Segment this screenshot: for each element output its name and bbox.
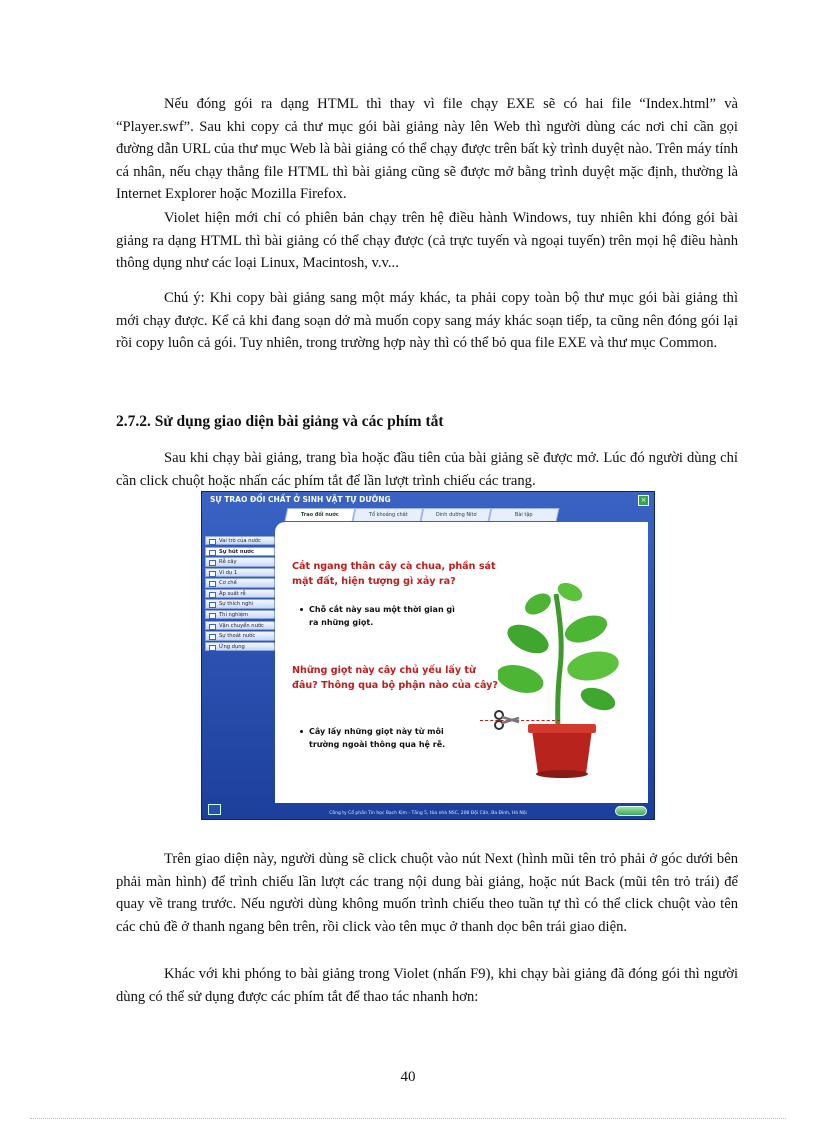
paragraph-shortcuts: Khác với khi phóng to bài giảng trong Violet (nhấn F9), khi chạy bài giảng đã đóng gói thì người dùng có thể sử dụng được các phím tắt để thao tác nhanh hơn: [116,966,738,1005]
menu-item[interactable]: Áp suất rễ [205,589,275,598]
bullet-icon [300,730,303,733]
paragraph-copy-note: Chú ý: Khi copy bài giảng sang một máy khác, ta phải copy toàn bộ thư mục gói bài giảng thì mới chạy được. Kể cả khi đang soạn dở mà muốn copy sang máy khác soạn tiếp, ta cũng nên đóng gói lại rồi copy luôn cả gói. Tuy nhiên, trong trường hợp này thì có thể bỏ qua file EXE và thư mục Common. [116,290,738,352]
tab-bai-tap[interactable]: Bài tập [489,508,560,521]
footer-divider [30,1118,786,1119]
menu-item[interactable]: Ứng dụng [205,642,275,651]
paragraph-violet-platforms: Violet hiện mới chỉ có phiên bản chạy trên hệ điều hành Windows, tuy nhiên khi đóng gói bài giảng ra dạng HTML thì bài giảng có thể chạy được (cả trực tuyến và ngoại tuyến) trên mọi hệ điều hành thông dụng như các loại Linux, Macintosh, v.v... [116,210,738,272]
menu-item[interactable]: Cơ chế [205,578,275,587]
paragraph-navigation: Trên giao diện này, người dùng sẽ click chuột vào nút Next (hình mũi tên trỏ phải ở góc dưới bên phải màn hình) để trình chiếu lần lượt các trang nội dung bài giảng, hoặc nút Back (mũi tên trỏ trái) để quay về trang trước. Nếu người dùng không muốn trình chiếu theo tuần tự thì có thể click chuột vào tên các chủ đề ở thanh ngang bên trên, rồi click vào tên mục ở thanh dọc bên trái giao diện. [116,851,738,935]
menu-item[interactable]: Sự hút nước [205,547,275,556]
scissors-icon [494,710,520,730]
status-bar: Công ty Cổ phần Tin học Bạch Kim - Tầng 5, tòa nhà NSC, 208 Đội Cấn, Ba Đình, Hà Nội [329,811,527,816]
plant-illustration [498,574,628,780]
tab-dinh-duong-nito[interactable]: Dinh dưỡng Nitơ [421,508,492,521]
paragraph-run-lesson: Sau khi chạy bài giảng, trang bìa hoặc đầu tiên của bài giảng sẽ được mở. Lúc đó người dùng chỉ cần click chuột hoặc nhấn các phím tắt để lần lượt trình chiếu các trang. [116,450,738,489]
page-number: 40 [400,1069,416,1085]
menu-item[interactable]: Rễ cây [205,557,275,566]
menu-item[interactable]: Thí nghiệm [205,610,275,619]
lesson-screenshot [201,491,655,820]
menu-item[interactable]: Sự thoát nước [205,631,275,640]
menu-item[interactable]: Ví dụ 1 [205,568,275,577]
question-1: Cắt ngang thân cây cà chua, phần sát mặt đất, hiện tượng gì xảy ra? [292,561,496,587]
section-heading: 2.7.2. Sử dụng giao diện bài giảng và các phím tắt [116,413,444,430]
tab-trao-doi-nuoc[interactable]: Trao đổi nước [285,508,356,521]
lesson-title: SỰ TRAO ĐỔI CHẤT Ở SINH VẬT TỰ DƯỠNG [210,495,391,504]
cut-line [480,720,560,721]
paragraph-html-packaging: Nếu đóng gói ra dạng HTML thì thay vì file chạy EXE sẽ có hai file “Index.html” và “Player.swf”. Sau khi copy cả thư mục gói bài giảng này lên Web thì người dùng các nơi chỉ cần gọi đường dẫn URL của thư mục Web là bài giảng có thể chạy được trên bất kỳ trình duyệt nào. Trên máy tính cá nhân, nếu chạy thẳng file HTML thì bài giảng cũng sẽ được mở bằng trình duyệt mặc định, thường là Internet Explorer hoặc Mozilla Firefox. [116,96,739,203]
question-2: Những giọt này cây chủ yếu lấy từ đâu? Thông qua bộ phận nào của cây? [292,665,498,691]
side-menu [205,536,275,652]
answer-2: Cây lấy những giọt này từ môi trường ngoài thông qua hệ rễ. [309,727,446,749]
close-icon[interactable]: × [638,495,649,506]
menu-item[interactable]: Vận chuyển nước [205,621,275,630]
bullet-icon [300,608,303,611]
menu-item[interactable]: Vai trò của nước [205,536,275,545]
next-arrow-icon[interactable] [615,806,647,816]
menu-item[interactable]: Sự thích nghi [205,599,275,608]
answer-1: Chỗ cắt này sau một thời gian gì ra những giọt. [309,605,455,627]
tab-to-khoang-chat[interactable]: Tổ khoáng chất [353,508,424,521]
